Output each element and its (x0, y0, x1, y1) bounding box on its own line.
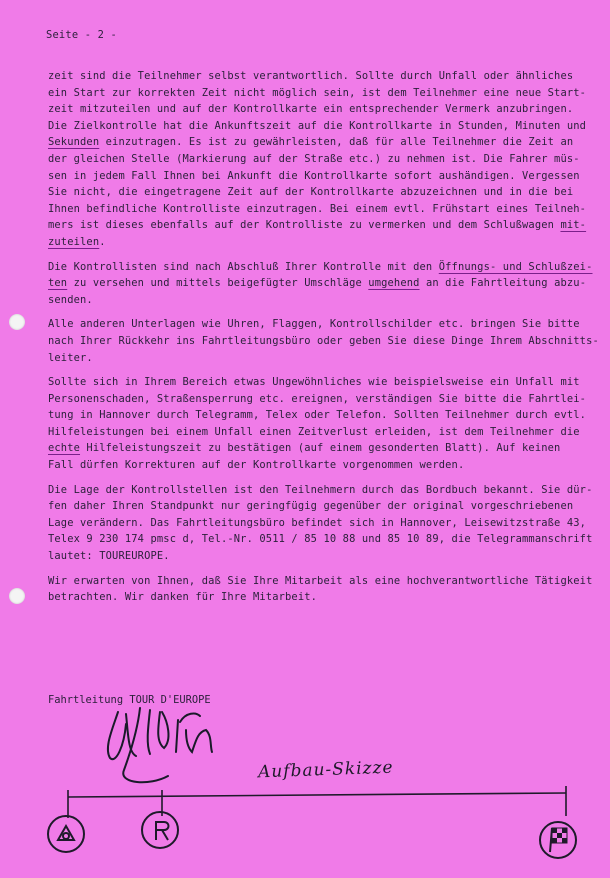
underlined-text: Öffnungs- und Schlußzei- (438, 260, 593, 273)
underlined-text: umgehend (368, 277, 420, 290)
text-segment: Sie nicht, die eingetragene Zeit auf der Kontrollkarte abzuzeichnen und in die bei (48, 186, 574, 199)
text-segment: senden. (48, 293, 93, 306)
text-segment: Lage verändern. Das Fahrtleitungsbüro befindet sich in Hannover, Leisewitzstraße 43, (48, 516, 587, 529)
text-segment: Wir erwarten von Ihnen, daß Sie Ihre Mitarbeit als eine hochverantwortliche Tätigkeit (48, 574, 593, 587)
text-segment: betrachten. Wir danken für Ihre Mitarbeit. (48, 591, 318, 604)
text-segment: lautet: TOUREUROPE. (48, 550, 170, 563)
text-segment: Personenschaden, Straßensperrung etc. ereignen, verständigen Sie bitte die Fahrtlei- (48, 392, 587, 405)
underlined-text: echte (48, 442, 81, 455)
text-segment: zu versehen und mittels beigefügter Umschläge (67, 277, 369, 290)
text-segment: zeit sind die Teilnehmer selbst verantwortlich. Sollte durch Unfall oder ähnliches (48, 70, 574, 82)
underlined-text: ten (48, 277, 68, 290)
text-segment: Hilfeleistungszeit zu bestätigen (auf einem gesonderten Blatt). Auf keinen (80, 442, 561, 455)
text-segment: . (99, 235, 106, 248)
page-number: Seite - 2 - (46, 29, 118, 41)
route-line (68, 793, 566, 797)
text-segment: mers ist dieses ebenfalls auf der Kontrolliste zu vermerken und dem Schlußwagen (48, 219, 561, 232)
r-marker-icon (142, 812, 178, 848)
underlined-text: mit- (560, 219, 587, 232)
text-segment: sen in jedem Fall Ihnen bei Ankunft die Kontrollkarte sofort aushändigen. Vergessen (48, 169, 580, 182)
text-segment: leiter. (48, 351, 93, 364)
text-segment: der gleichen Stelle (Markierung auf der Straße etc.) zu nehmen ist. Die Fahrer müs- (48, 152, 580, 165)
text-segment: fen daher Ihren Standpunkt nur geringfügig gegenüber der original vorgeschriebenen (48, 500, 574, 513)
text-segment: Hilfeleistungen bei einem Unfall einen Zeitverlust erleiden, ist dem Teilnehmer die (48, 425, 580, 438)
underlined-text: zuteilen (48, 235, 100, 248)
text-segment: Ihnen befindliche Kontrolliste einzutragen. Bei einem evtl. Frühstart eines Teilneh- (48, 202, 587, 215)
text-segment: Die Zielkontrolle hat die Ankunftszeit auf die Kontrollkarte in Stunden, Minuten und (48, 119, 587, 132)
control-station-icon (48, 816, 84, 852)
text-segment: einzutragen. Es ist zu gewährleisten, daß für alle Teilnehmer die Zeit an (99, 136, 574, 149)
text-segment: Die Kontrollisten sind nach Abschluß Ihrer Kontrolle mit den (48, 260, 439, 273)
text-segment: ein Start zur korrekten Zeit nicht möglich sein, ist dem Teilnehmer eine neue Start- (48, 86, 587, 99)
signature-icon (108, 708, 212, 782)
underlined-text: Sekunden (48, 136, 100, 149)
text-segment: zeit mitzuteilen und auf der Kontrollkarte ein entsprechender Vermerk anzubringen. (48, 103, 574, 116)
text-segment: Telex 9 230 174 pmsc d, Tel.-Nr. 0511 / 85 10 88 und 85 10 89, die Telegrammanschrift (48, 533, 593, 546)
sketch-title: Aufbau-Skizze (257, 757, 394, 783)
text-segment: Alle anderen Unterlagen wie Uhren, Flaggen, Kontrollschilder etc. bringen Sie bitte (48, 318, 580, 331)
checkered-flag-icon (540, 822, 576, 858)
signoff: Fahrtleitung TOUR D'EUROPE (48, 694, 211, 706)
text-segment: tung in Hannover durch Telegramm, Telex oder Telefon. Sollten Teilnehmer durch evtl. (48, 409, 587, 422)
text-segment: nach Ihrer Rückkehr ins Fahrtleitungsbüro oder geben Sie diese Dinge Ihrem Abschnitts- (48, 334, 599, 347)
text-segment: Fall dürfen Korrekturen auf der Kontrollkarte vorgenommen werden. (48, 459, 465, 472)
text-segment: Sollte sich in Ihrem Bereich etwas Ungewöhnliches wie beispielsweise ein Unfall mit (48, 376, 580, 389)
text-segment: Die Lage der Kontrollstellen ist den Teilnehmern durch das Bordbuch bekannt. Sie dür- (48, 483, 593, 496)
text-segment: an die Fahrtleitung abzu- (419, 277, 587, 290)
